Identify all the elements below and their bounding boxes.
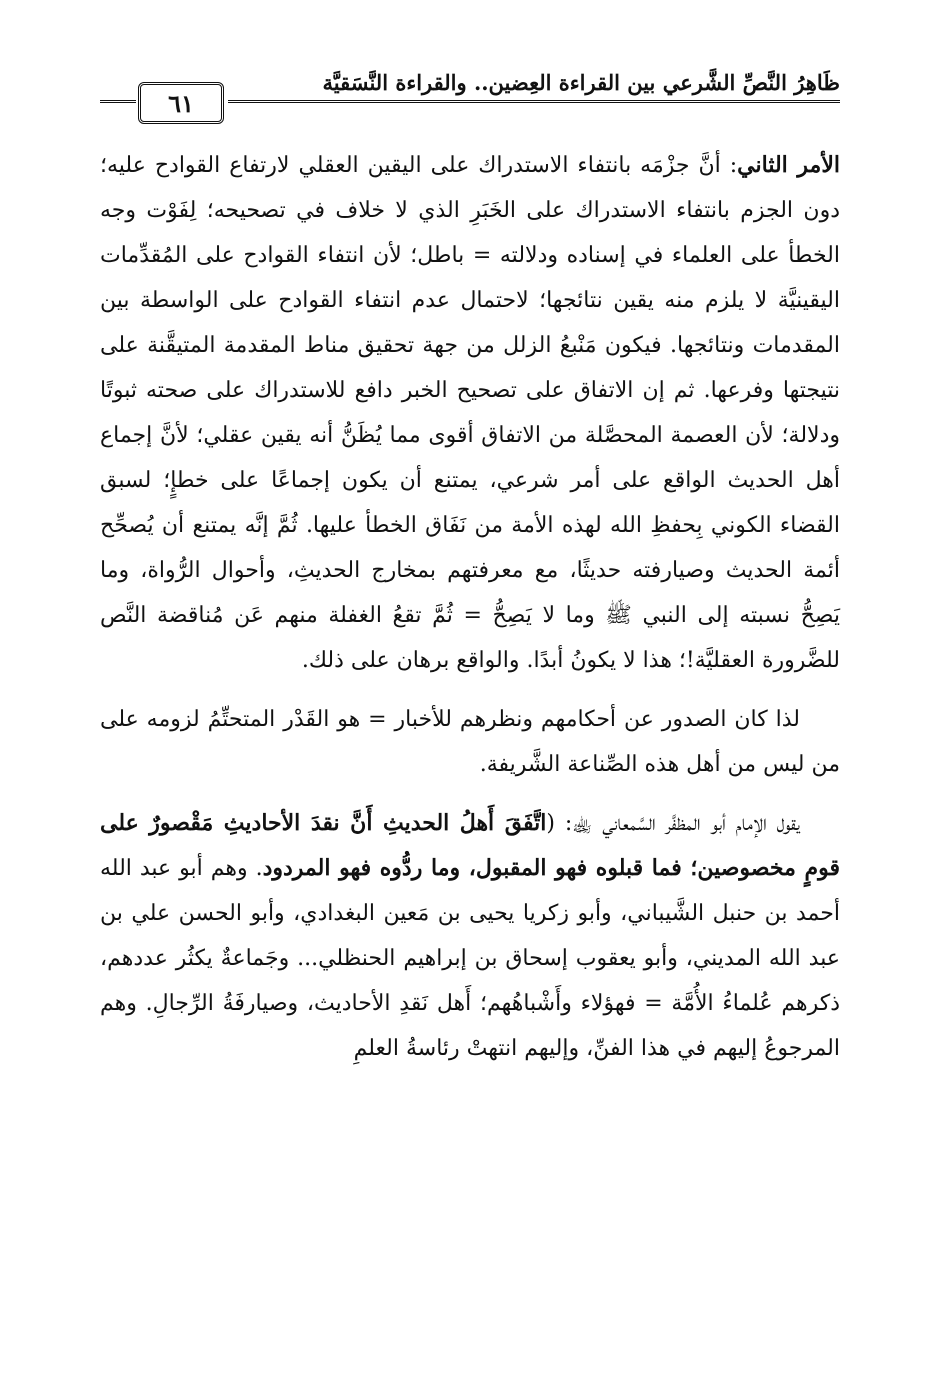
paragraph-3 xyxy=(100,801,840,1071)
running-title: ظَاهِرُ النَّصِّ الشَّرعي بين القراءة العِضين.. والقراءة النَّسَقيَّة xyxy=(322,70,840,95)
page-header xyxy=(100,62,840,122)
body-text xyxy=(100,143,840,1085)
header-rule-left xyxy=(100,100,136,103)
header-rule xyxy=(228,100,840,103)
paragraph-lead: الأمر الثاني xyxy=(737,152,841,178)
paragraph-text: : أنَّ جزْمَه بانتفاء الاستدراك على اليقين العقلي لارتفاع القوادح عليه؛ دون الجزم بانتفاء الاستدراك على الخَبَرِ الذي لا خلاف في تصحيحه؛ لِفَوْت وجه الخطأ على العلماء في إسناده ودلالته = باطل؛ لأن انتفاء القوادح على المُقدِّمات اليقينيَّة لا يلزم منه يقين نتائجها؛ لاحتمال عدم انتفاء القوادح على الواسطة بين المقدمات ونتائجها. فيكون مَنْبعُ الزلل من جهة تحقيق مناط المقدمة المتيقَّنة على نتيجتها وفرعها. ثم إن الاتفاق على تصحيح الخبر دافع للاستدراك على صحته ثبوتًا ودلالة؛ لأن العصمة المحصَّلة من الاتفاق أقوى مما يُظَنُّ أنه يقين عقلي؛ لأنَّ إجماع أهل الحديث الواقع على أمر شرعي، يمتنع أن يكون إجماعًا على خطإٍ؛ لسبق القضاء الكوني بِحفظِ الله لهذه الأمة من نَفَاق الخطأ عليها. ثُمَّ إنَّه يمتنع أن يُصحِّح أئمة الحديث وصيارفته حديثًا، مع معرفتهم بمخارج الحديثِ، وأحوال الرُّواة، وما يَصِحُّ نسبته إلى النبي ﷺ وما لا يَصِحُّ = ثُمَّ تقعُ الغفلة منهم عَن مُناقضة النَّص للضَّرورة العقليَّة!؛ هذا لا يكونُ أبدًا. والواقع برهان على ذلك. xyxy=(100,153,840,673)
bold-quotation: اتَّفَقَ أَهلُ الحديثِ أَنَّ نقدَ الأحاديثِ مَقْصورٌ على قومٍ مخصوصين؛ فما قبلوه فهو المقبول، وما ردُّوه فهو المردود xyxy=(100,810,840,881)
paragraph-text: . وهم أبو عبد الله أحمد بن حنبل الشَّيباني، وأبو زكريا يحيى بن مَعين البغدادي، وأبو الحسن علي بن عبد الله المديني، وأبو يعقوب إسحاق بن إبراهيم الحنظلي... وجَماعةٌ يكثُر عددهم، ذكرهم عُلماءُ الأُمَّة = فهؤلاء وأَشْباهُهم؛ أَهل نَقدِ الأحاديث، وصيارفَةُ الرِّجالِ. وهم المرجوعُ إليهم في هذا الفنِّ، وإليهم انتهتْ رئاسةُ العلمِ xyxy=(100,856,840,1061)
page-number: ٦١ xyxy=(138,82,224,124)
paragraph-2 xyxy=(100,697,840,787)
paragraph-1 xyxy=(100,143,840,683)
paragraph-text: لذا كان الصدور عن أحكامهم ونظرهم للأخبار = هو القَدْر المتحتِّمُ لزومه على من ليس من أهل هذه الصِّناعة الشَّريفة. xyxy=(100,707,840,777)
paragraph-intro: يقول الإمام أبو المظفَّر السَّمعاني ﵀: ( xyxy=(546,811,800,836)
